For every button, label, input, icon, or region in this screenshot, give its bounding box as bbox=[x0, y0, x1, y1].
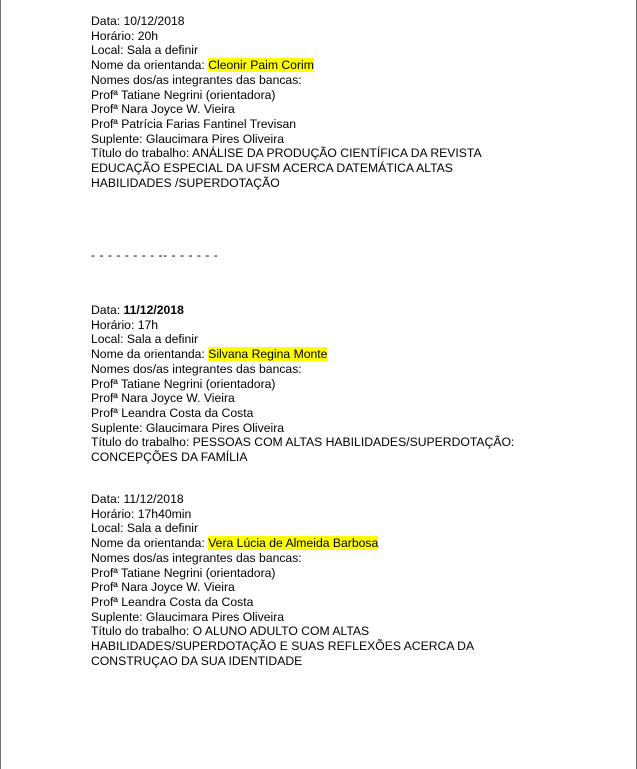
title-line: CONSTRUÇAO DA SUA IDENTIDADE bbox=[91, 653, 303, 668]
committee-member: Profª Leandra Costa da Costa bbox=[91, 594, 254, 609]
committee-member: Profª Tatiane Negrini (orientadora) bbox=[91, 87, 276, 102]
title-line: CONCEPÇÕES DA FAMÍLIA bbox=[91, 450, 248, 465]
student-label: Nome da orientanda: bbox=[91, 58, 209, 73]
committee-member: Profª Nara Joyce W. Vieira bbox=[91, 391, 235, 406]
date-line bbox=[91, 492, 611, 507]
date-label: Data: bbox=[91, 14, 124, 28]
committee-member: Profª Patrícia Farias Fantinel Trevisan bbox=[91, 116, 297, 131]
time-line: Horário: 20h bbox=[91, 28, 159, 43]
time-line: Horário: 17h40min bbox=[91, 506, 192, 521]
committee-member: Profª Nara Joyce W. Vieira bbox=[91, 580, 235, 595]
student-line bbox=[91, 536, 611, 551]
location-line: Local: Sala a definir bbox=[91, 43, 199, 58]
defense-entry-2 bbox=[91, 303, 611, 465]
committee-label: Nomes dos/as integrantes das bancas: bbox=[91, 361, 302, 376]
committee-member: Profª Leandra Costa da Costa bbox=[91, 405, 254, 420]
committee-label: Nomes dos/as integrantes das bancas: bbox=[91, 550, 302, 565]
substitute-line: Suplente: Glaucimara Pires Oliveira bbox=[91, 609, 285, 624]
committee-member: Profª Nara Joyce W. Vieira bbox=[91, 102, 235, 117]
title-line: Título do trabalho: PESSOAS COM ALTAS HABILIDADES/SUPERDOTAÇÃO: bbox=[91, 435, 515, 450]
dashed-separator: - - - - - - - - -- - - - - - - bbox=[91, 248, 219, 262]
student-name-highlight: Vera Lúcia de Almeida Barbosa bbox=[208, 536, 379, 551]
date-value: 11/12/2018 bbox=[123, 492, 184, 506]
date-label: Data: bbox=[91, 492, 124, 506]
defense-entry-3 bbox=[91, 492, 611, 668]
committee-member: Profª Tatiane Negrini (orientadora) bbox=[91, 376, 276, 391]
defense-entry-1 bbox=[91, 14, 611, 190]
date-line bbox=[91, 303, 611, 318]
title-line: HABILIDADES /SUPERDOTAÇÃO bbox=[91, 175, 280, 190]
student-name-highlight: Silvana Regina Monte bbox=[208, 347, 328, 362]
location-line: Local: Sala a definir bbox=[91, 332, 199, 347]
date-value: 10/12/2018 bbox=[123, 14, 185, 28]
substitute-line: Suplente: Glaucimara Pires Oliveira bbox=[91, 131, 285, 146]
committee-member: Profª Tatiane Negrini (orientadora) bbox=[91, 565, 276, 580]
title-line: HABILIDADES/SUPERDOTAÇÃO E SUAS REFLEXÕES ACERCA DA bbox=[91, 639, 475, 654]
committee-label: Nomes dos/as integrantes das bancas: bbox=[91, 72, 302, 87]
student-line bbox=[91, 347, 611, 362]
time-line: Horário: 17h bbox=[91, 317, 159, 332]
substitute-line: Suplente: Glaucimara Pires Oliveira bbox=[91, 420, 285, 435]
date-line bbox=[91, 14, 611, 29]
title-line: Título do trabalho: ANÁLISE DA PRODUÇÃO CIENTÍFICA DA REVISTA bbox=[91, 146, 482, 161]
date-label: Data: bbox=[91, 303, 124, 317]
title-line: Título do trabalho: O ALUNO ADULTO COM ALTAS bbox=[91, 624, 370, 639]
student-label: Nome da orientanda: bbox=[91, 347, 209, 362]
student-label: Nome da orientanda: bbox=[91, 536, 209, 551]
student-name-highlight: Cleonir Paim Corim bbox=[208, 58, 314, 73]
title-line: EDUCAÇÃO ESPECIAL DA UFSM ACERCA DATEMÁTICA ALTAS bbox=[91, 161, 453, 176]
date-value: 11/12/2018 bbox=[123, 303, 184, 317]
student-line bbox=[91, 58, 611, 73]
location-line: Local: Sala a definir bbox=[91, 521, 199, 536]
